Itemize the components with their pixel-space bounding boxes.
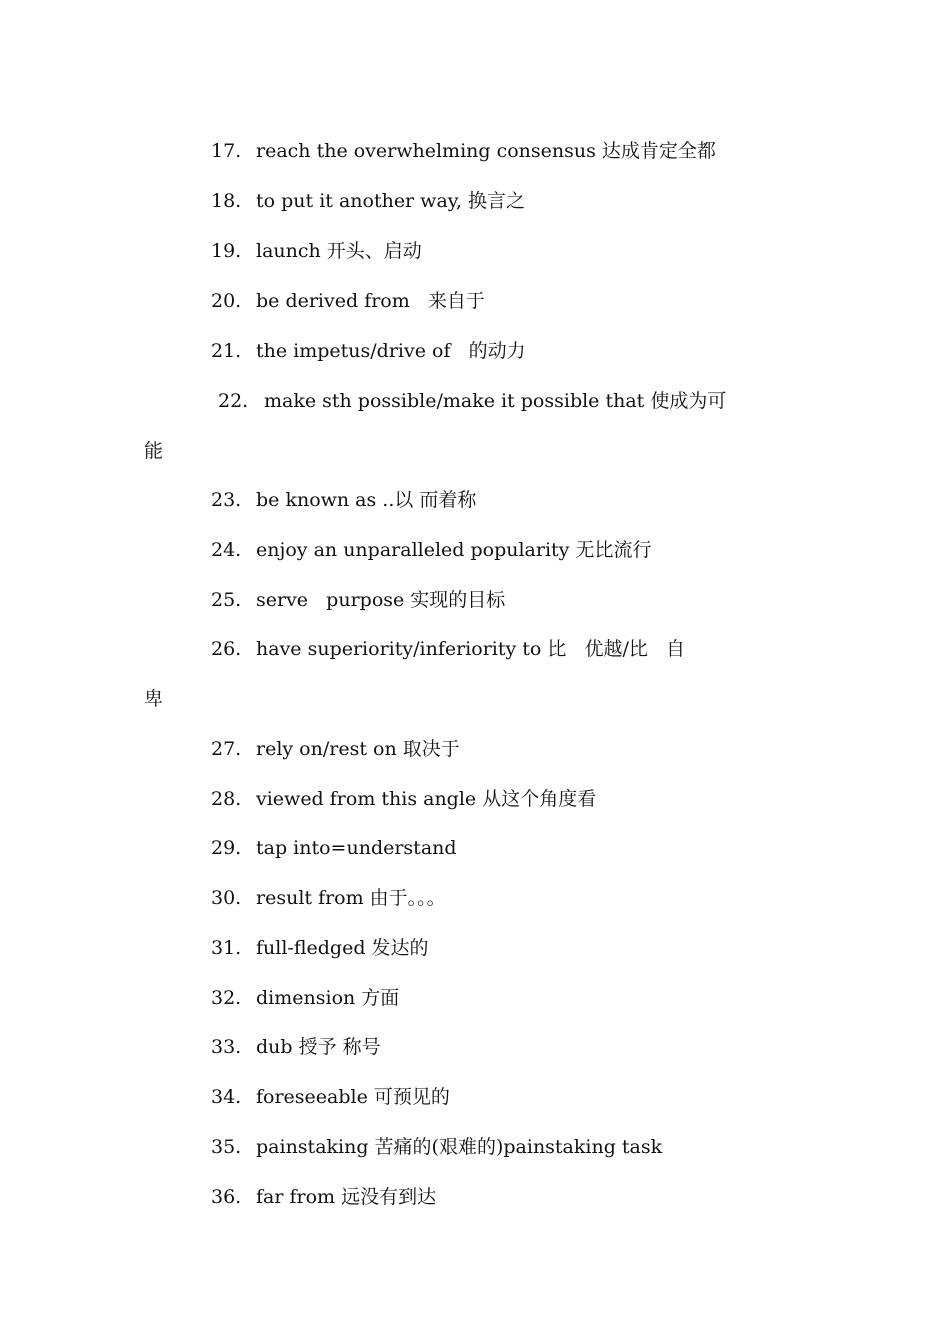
item-text: have superiority/inferiority to 比 优越/比 自 [256,638,686,660]
list-item [0,933,950,963]
item-number: 23. [211,489,242,511]
item-number: 28. [211,788,242,810]
list-item [0,485,950,515]
list-item [0,1132,950,1162]
item-number: 29. [211,837,242,859]
list-item [0,784,950,814]
item-text: to put it another way, 换言之 [256,190,526,212]
item-number: 26. [211,638,242,660]
item-number: 22. [218,390,249,412]
item-text-continuation: 卑 [144,688,164,710]
item-number: 25. [211,589,242,611]
item-number: 27. [211,738,242,760]
list-item [0,286,950,316]
item-text: rely on/rest on 取决于 [256,738,460,760]
list-item [0,386,950,416]
item-number: 18. [211,190,242,212]
item-number: 19. [211,240,242,262]
item-text: be derived from 来自于 [256,290,485,312]
list-item [0,136,950,166]
item-text: make sth possible/make it possible that 使成为可 [264,390,727,412]
item-text: dub 授予 称号 [256,1036,381,1058]
item-number: 24. [211,539,242,561]
list-item [0,1182,950,1212]
item-number: 30. [211,887,242,909]
item-text: serve purpose 实现的目标 [256,589,506,611]
list-item [0,535,950,565]
item-text: result from 由于。。。 [256,887,446,909]
item-number: 35. [211,1136,242,1158]
item-text: painstaking 苦痛的(艰难的)painstaking task [256,1136,663,1158]
item-text: enjoy an unparalleled popularity 无比流行 [256,539,652,561]
item-text: be known as ..以 而着称 [256,489,477,511]
item-number: 34. [211,1086,242,1108]
list-item [0,1032,950,1062]
item-number: 36. [211,1186,242,1208]
list-item [0,236,950,266]
item-text: foreseeable 可预见的 [256,1086,450,1108]
item-text: tap into=understand [256,837,457,859]
item-text: viewed from this angle 从这个角度看 [256,788,597,810]
item-number: 32. [211,987,242,1009]
list-item [0,336,950,366]
item-text: launch 开头、启动 [256,240,422,262]
list-item [0,833,950,863]
list-item [0,585,950,615]
item-text: reach the overwhelming consensus 达成肯定全都 [256,140,716,162]
list-item-continuation [0,684,950,714]
item-number: 21. [211,340,242,362]
item-number: 31. [211,937,242,959]
list-item-continuation [0,436,950,466]
list-item [0,1082,950,1112]
item-number: 17. [211,140,242,162]
item-number: 20. [211,290,242,312]
list-item [0,883,950,913]
item-text: dimension 方面 [256,987,400,1009]
item-text: the impetus/drive of 的动力 [256,340,526,362]
list-item [0,186,950,216]
list-item [0,734,950,764]
item-text: full-fledged 发达的 [256,937,429,959]
list-item [0,634,950,664]
list-item [0,983,950,1013]
item-text: far from 远没有到达 [256,1186,437,1208]
item-text-continuation: 能 [144,440,164,462]
item-number: 33. [211,1036,242,1058]
